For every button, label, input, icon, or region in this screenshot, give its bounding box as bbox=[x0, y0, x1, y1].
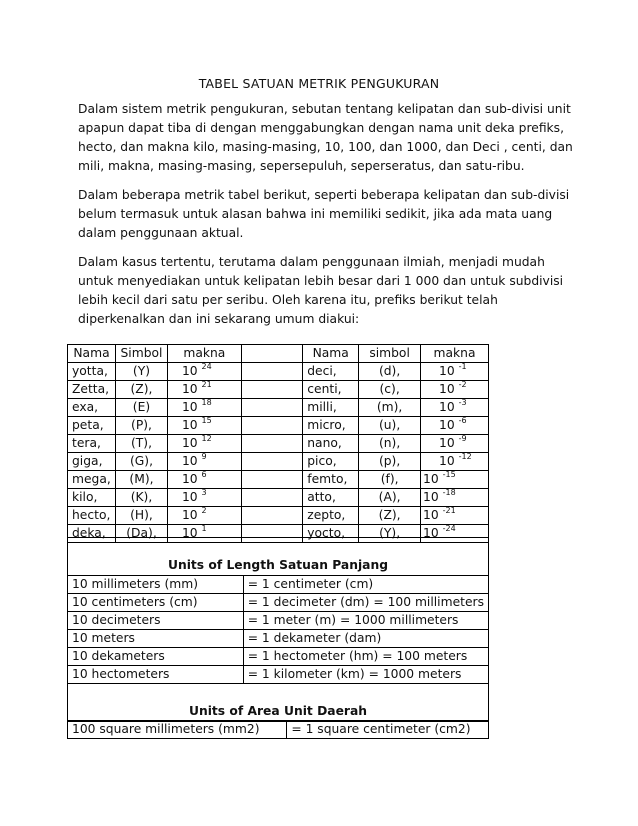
prefix-symbol: (m), bbox=[359, 399, 421, 417]
length-unit: 10 decimeters bbox=[68, 612, 244, 630]
spacer-cell bbox=[241, 345, 303, 363]
power-base: 10 bbox=[181, 490, 198, 504]
prefix-name: yocto, bbox=[303, 525, 359, 543]
length-unit: 10 dekameters bbox=[68, 648, 244, 666]
prefix-symbol: (M), bbox=[115, 471, 167, 489]
table-row bbox=[68, 471, 489, 489]
power-exponent: -12 bbox=[458, 452, 472, 461]
prefix-name: deka, bbox=[68, 525, 116, 543]
table-row bbox=[68, 363, 489, 381]
spacer-cell bbox=[241, 489, 303, 507]
prefix-value bbox=[421, 381, 489, 399]
prefix-symbol: (T), bbox=[115, 435, 167, 453]
spacer-cell bbox=[241, 363, 303, 381]
column-header: Simbol bbox=[115, 345, 167, 363]
power-base: 10 bbox=[439, 400, 455, 414]
prefix-symbol: (G), bbox=[115, 453, 167, 471]
power-exponent: 2 bbox=[201, 506, 207, 515]
column-header: makna bbox=[167, 345, 241, 363]
power-base: 10 bbox=[181, 364, 198, 378]
power-base: 10 bbox=[423, 526, 439, 540]
power-exponent: -3 bbox=[458, 398, 467, 407]
power-exponent: 1 bbox=[201, 524, 207, 533]
prefix-name: hecto, bbox=[68, 507, 116, 525]
column-header: makna bbox=[421, 345, 489, 363]
prefix-symbol: (c), bbox=[359, 381, 421, 399]
power-base: 10 bbox=[181, 472, 198, 486]
area-title: Units of Area Unit Daerah bbox=[68, 684, 489, 722]
table-row bbox=[68, 576, 489, 594]
length-equivalent: = 1 hectometer (hm) = 100 meters bbox=[243, 648, 488, 666]
prefix-header-row bbox=[68, 345, 489, 363]
power-base: 10 bbox=[181, 508, 198, 522]
prefix-value bbox=[167, 381, 241, 399]
prefix-table bbox=[67, 344, 489, 543]
spacer-cell bbox=[241, 507, 303, 525]
prefix-value bbox=[167, 399, 241, 417]
power-exponent: 6 bbox=[201, 470, 207, 479]
prefix-symbol: (Da), bbox=[115, 525, 167, 543]
power-exponent: -2 bbox=[458, 380, 467, 389]
power-base: 10 bbox=[181, 400, 198, 414]
length-unit: 10 centimeters (cm) bbox=[68, 594, 244, 612]
length-equivalent: = 1 centimeter (cm) bbox=[243, 576, 488, 594]
prefix-value bbox=[421, 435, 489, 453]
power-base: 10 bbox=[181, 436, 198, 450]
length-unit: 10 hectometers bbox=[68, 666, 244, 684]
length-unit: 10 meters bbox=[68, 630, 244, 648]
prefix-symbol: (K), bbox=[115, 489, 167, 507]
prefix-value bbox=[167, 417, 241, 435]
prefix-name: nano, bbox=[303, 435, 359, 453]
length-equivalent: = 1 dekameter (dam) bbox=[243, 630, 488, 648]
table-row bbox=[68, 489, 489, 507]
prefix-value bbox=[167, 507, 241, 525]
prefix-value bbox=[167, 489, 241, 507]
prefix-value bbox=[421, 471, 489, 489]
length-equivalent: = 1 decimeter (dm) = 100 millimeters bbox=[243, 594, 488, 612]
power-exponent: -15 bbox=[442, 470, 456, 479]
power-exponent: 18 bbox=[201, 398, 212, 407]
prefix-name: femto, bbox=[303, 471, 359, 489]
prefix-value bbox=[421, 507, 489, 525]
spacer-cell bbox=[241, 471, 303, 489]
prefix-symbol: (P), bbox=[115, 417, 167, 435]
power-base: 10 bbox=[181, 418, 198, 432]
prefix-value bbox=[421, 453, 489, 471]
prefix-value bbox=[421, 489, 489, 507]
table-row bbox=[68, 721, 489, 739]
prefix-symbol: (Y) bbox=[115, 363, 167, 381]
power-base: 10 bbox=[423, 508, 439, 522]
prefix-name: kilo, bbox=[68, 489, 116, 507]
prefix-symbol: (n), bbox=[359, 435, 421, 453]
power-base: 10 bbox=[439, 418, 455, 432]
prefix-symbol: (H), bbox=[115, 507, 167, 525]
power-base: 10 bbox=[423, 490, 439, 504]
prefix-symbol: (Z), bbox=[115, 381, 167, 399]
prefix-value bbox=[167, 453, 241, 471]
length-equivalent: = 1 meter (m) = 1000 millimeters bbox=[243, 612, 488, 630]
power-exponent: 15 bbox=[201, 416, 212, 425]
prefix-name: micro, bbox=[303, 417, 359, 435]
prefix-value bbox=[167, 435, 241, 453]
prefix-name: zepto, bbox=[303, 507, 359, 525]
power-exponent: -9 bbox=[458, 434, 467, 443]
length-title: Units of Length Satuan Panjang bbox=[68, 538, 489, 576]
area-unit: 100 square millimeters (mm2) bbox=[68, 721, 287, 739]
prefix-name: exa, bbox=[68, 399, 116, 417]
prefix-symbol: (Z), bbox=[359, 507, 421, 525]
prefix-name: centi, bbox=[303, 381, 359, 399]
power-exponent: 12 bbox=[201, 434, 212, 443]
table-row bbox=[68, 417, 489, 435]
prefix-name: mega, bbox=[68, 471, 116, 489]
spacer-cell bbox=[241, 435, 303, 453]
spacer-cell bbox=[241, 399, 303, 417]
spacer-cell bbox=[241, 453, 303, 471]
paragraph-3: Dalam kasus tertentu, terutama dalam penggunaan ilmiah, menjadi mudah untuk menyediakan untuk kelipatan lebih besar dari 1 000 dan untuk subdivisi lebih kecil dari satu per seribu. Oleh karena itu, prefiks berikut telah diperkenalkan dan ini sekarang umum diakui: bbox=[78, 255, 564, 327]
prefix-symbol: (E) bbox=[115, 399, 167, 417]
prefix-symbol: (u), bbox=[359, 417, 421, 435]
power-exponent: 24 bbox=[201, 362, 212, 371]
column-header: Nama bbox=[68, 345, 116, 363]
power-base: 10 bbox=[181, 382, 198, 396]
power-exponent: -21 bbox=[442, 506, 456, 515]
table-row bbox=[68, 435, 489, 453]
table-row bbox=[68, 630, 489, 648]
column-header: simbol bbox=[359, 345, 421, 363]
prefix-name: deci, bbox=[303, 363, 359, 381]
power-exponent: 3 bbox=[201, 488, 207, 497]
length-unit: 10 millimeters (mm) bbox=[68, 576, 244, 594]
prefix-name: atto, bbox=[303, 489, 359, 507]
power-exponent: -18 bbox=[442, 488, 456, 497]
area-equivalent: = 1 square centimeter (cm2) bbox=[287, 721, 489, 739]
power-base: 10 bbox=[439, 454, 455, 468]
prefix-value bbox=[167, 363, 241, 381]
paragraph-1: Dalam sistem metrik pengukuran, sebutan tentang kelipatan dan sub-divisi unit apapun dapat tiba di dengan menggabungkan dengan nama unit deka prefiks, hecto, dan makna kilo, masing-masing, 10, 100, dan 1000, dan Deci , centi, dan mili, makna, masing-masing, sepersepuluh, seperseratus, dan satu-ribu. bbox=[78, 102, 573, 174]
table-row bbox=[68, 612, 489, 630]
spacer-cell bbox=[241, 381, 303, 399]
power-exponent: 21 bbox=[201, 380, 212, 389]
prefix-symbol: (d), bbox=[359, 363, 421, 381]
prefix-symbol: (p), bbox=[359, 453, 421, 471]
prefix-value bbox=[421, 417, 489, 435]
power-exponent: -1 bbox=[458, 362, 467, 371]
column-header: Nama bbox=[303, 345, 359, 363]
prefix-name: peta, bbox=[68, 417, 116, 435]
length-equivalent: = 1 kilometer (km) = 1000 meters bbox=[243, 666, 488, 684]
table-row bbox=[68, 453, 489, 471]
prefix-name: pico, bbox=[303, 453, 359, 471]
power-exponent: -24 bbox=[442, 524, 456, 533]
prefix-name: milli, bbox=[303, 399, 359, 417]
area-table bbox=[67, 720, 489, 739]
units-table bbox=[67, 537, 489, 722]
prefix-value bbox=[421, 399, 489, 417]
table-row bbox=[68, 507, 489, 525]
power-base: 10 bbox=[439, 364, 455, 378]
page-title: TABEL SATUAN METRIK PENGUKURAN bbox=[198, 76, 440, 91]
power-base: 10 bbox=[439, 382, 455, 396]
power-base: 10 bbox=[439, 436, 455, 450]
prefix-name: tera, bbox=[68, 435, 116, 453]
power-exponent: -6 bbox=[458, 416, 467, 425]
power-base: 10 bbox=[423, 472, 439, 486]
table-row bbox=[68, 594, 489, 612]
spacer-cell bbox=[241, 417, 303, 435]
power-base: 10 bbox=[181, 454, 198, 468]
prefix-value bbox=[167, 471, 241, 489]
table-row bbox=[68, 399, 489, 417]
prefix-symbol: (f), bbox=[359, 471, 421, 489]
prefix-name: Zetta, bbox=[68, 381, 116, 399]
prefix-name: giga, bbox=[68, 453, 116, 471]
power-base: 10 bbox=[181, 526, 198, 540]
table-row bbox=[68, 666, 489, 684]
table-row bbox=[68, 381, 489, 399]
prefix-symbol: (A), bbox=[359, 489, 421, 507]
paragraph-2: Dalam beberapa metrik tabel berikut, seperti beberapa kelipatan dan sub-divisi belum termasuk untuk alasan bahwa ini memiliki sedikit, jika ada mata uang dalam penggunaan aktual. bbox=[78, 188, 570, 241]
power-exponent: 9 bbox=[201, 452, 207, 461]
prefix-name: yotta, bbox=[68, 363, 116, 381]
table-row bbox=[68, 648, 489, 666]
prefix-symbol: (Y), bbox=[359, 525, 421, 543]
prefix-value bbox=[421, 363, 489, 381]
